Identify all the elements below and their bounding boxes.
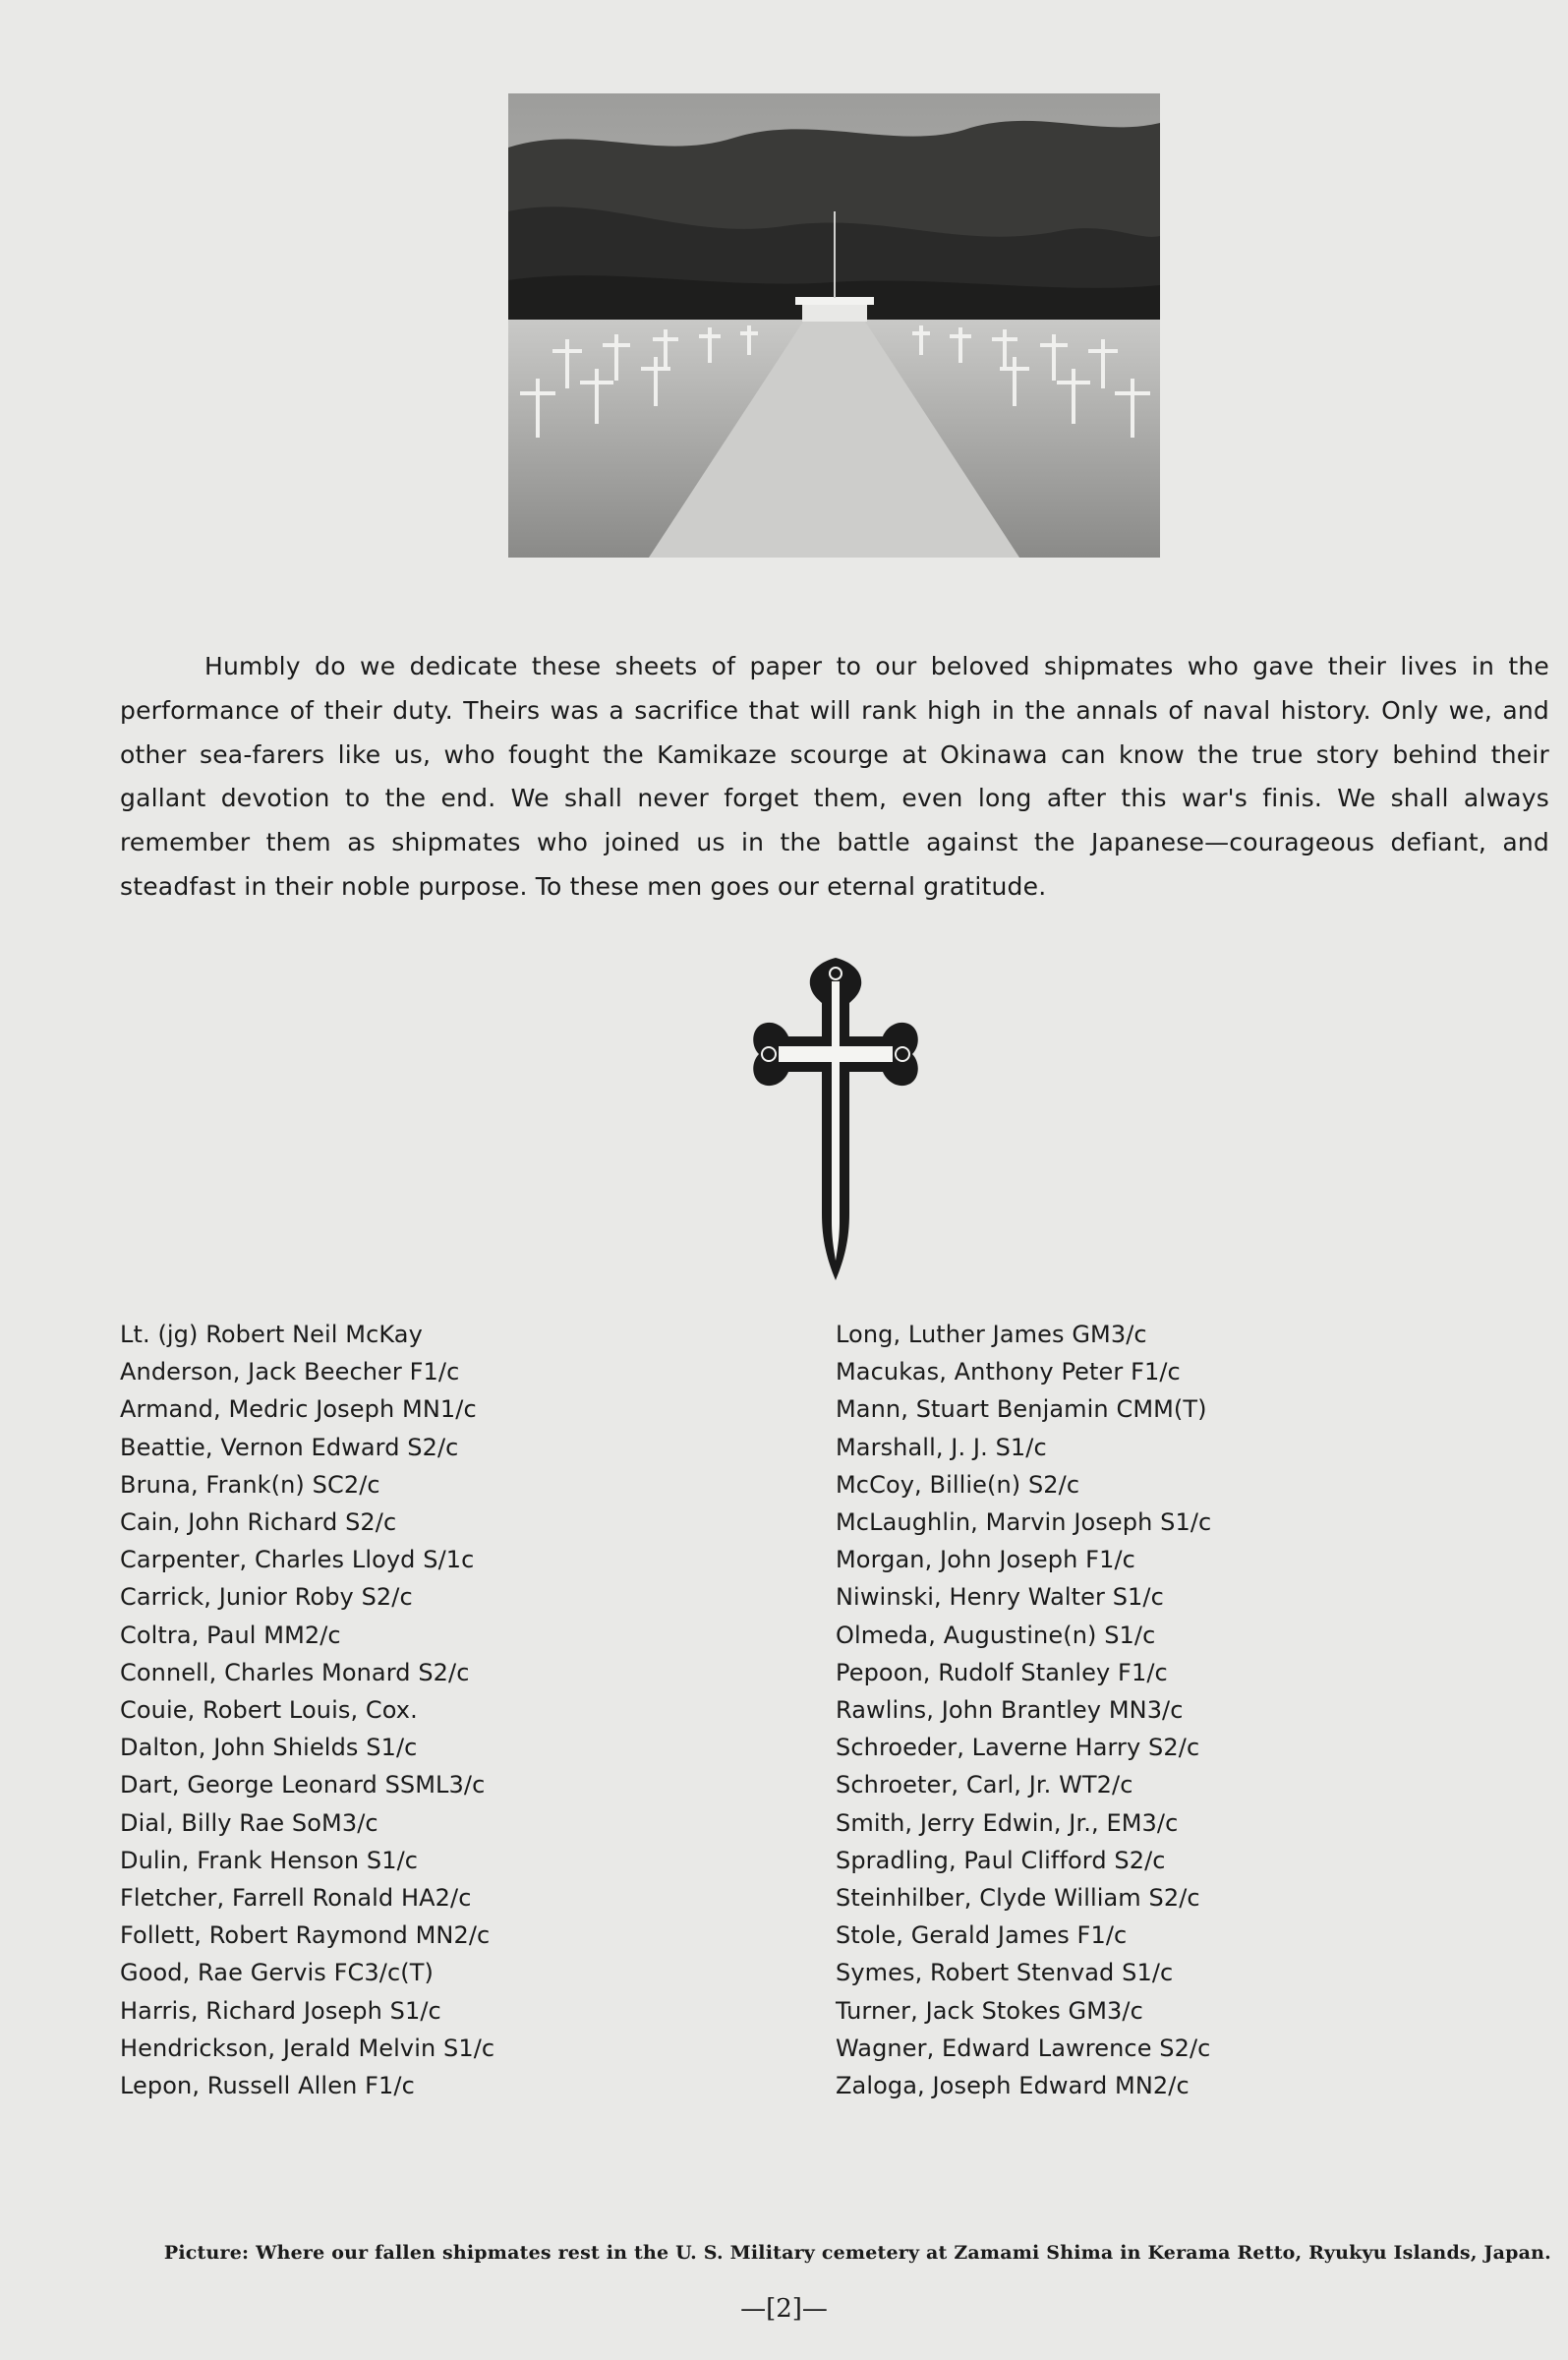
list-item: Rawlins, John Brantley MN3/c <box>836 1696 1184 1725</box>
list-item: Follett, Robert Raymond MN2/c <box>120 1921 491 1950</box>
list-item: Beattie, Vernon Edward S2/c <box>120 1433 459 1461</box>
list-item: Bruna, Frank(n) SC2/c <box>120 1470 380 1499</box>
list-item: Anderson, Jack Beecher F1/c <box>120 1358 460 1386</box>
cross-icon <box>749 956 922 1282</box>
dedication-paragraph: Humbly do we dedicate these sheets of paper to our beloved shipmates who gave their lives in the performance of their duty. Theirs was a sacrifice that will rank high in the annals of naval history. Only we, and other sea-farers like us, who fought the Kamikaze scourge at Okinawa can know the true story behind their gallant devotion to the end. We shall never forget them, even long after this war's finis. We shall always remember them as shipmates who joined us in the battle against the Japanese—courageous defiant, and steadfast in their noble purpose. To these men goes our eternal gratitude. <box>120 652 1549 901</box>
list-item: Hendrickson, Jerald Melvin S1/c <box>120 2034 495 2062</box>
list-item: Morgan, John Joseph F1/c <box>836 1546 1135 1574</box>
list-item: Zaloga, Joseph Edward MN2/c <box>836 2072 1190 2100</box>
list-item: Symes, Robert Stenvad S1/c <box>836 1959 1174 1987</box>
list-item: McLaughlin, Marvin Joseph S1/c <box>836 1508 1212 1537</box>
list-item: Dial, Billy Rae SoM3/c <box>120 1808 378 1837</box>
list-item: Long, Luther James GM3/c <box>836 1321 1147 1348</box>
list-item: Fletcher, Farrell Ronald HA2/c <box>120 1884 472 1913</box>
list-item: Turner, Jack Stokes GM3/c <box>836 1996 1143 2025</box>
names-column-right <box>836 1316 1211 2104</box>
list-item: Mann, Stuart Benjamin CMM(T) <box>836 1395 1207 1424</box>
list-item: Armand, Medric Joseph MN1/c <box>120 1395 477 1424</box>
list-item: Spradling, Paul Clifford S2/c <box>836 1846 1166 1874</box>
photo-caption: Picture: Where our fallen shipmates rest in the U. S. Military cemetery at Zamami Shima in Kerama Retto, Ryukyu Islands, Japan. <box>163 2242 1551 2264</box>
page-number: —[2]— <box>740 2294 828 2324</box>
cemetery-photo <box>508 93 1160 558</box>
list-item: Cain, John Richard S2/c <box>120 1508 397 1537</box>
names-column-left <box>120 1316 494 2104</box>
list-item: Smith, Jerry Edwin, Jr., EM3/c <box>836 1808 1179 1837</box>
list-item: Olmeda, Augustine(n) S1/c <box>836 1621 1156 1649</box>
list-item: McCoy, Billie(n) S2/c <box>836 1470 1080 1499</box>
list-item: Connell, Charles Monard S2/c <box>120 1658 470 1686</box>
list-item: Wagner, Edward Lawrence S2/c <box>836 2034 1211 2062</box>
list-item: Schroeter, Carl, Jr. WT2/c <box>836 1771 1133 1800</box>
list-item: Schroeder, Laverne Harry S2/c <box>836 1734 1200 1762</box>
list-item: Steinhilber, Clyde William S2/c <box>836 1884 1200 1913</box>
list-item: Pepoon, Rudolf Stanley F1/c <box>836 1658 1168 1686</box>
list-item: Carrick, Junior Roby S2/c <box>120 1583 413 1612</box>
list-item: Stole, Gerald James F1/c <box>836 1921 1128 1950</box>
list-item: Coltra, Paul MM2/c <box>120 1621 341 1649</box>
list-item: Dalton, John Shields S1/c <box>120 1734 418 1762</box>
list-item: Macukas, Anthony Peter F1/c <box>836 1358 1181 1386</box>
list-item: Good, Rae Gervis FC3/c(T) <box>120 1959 434 1987</box>
list-item: Dart, George Leonard SSML3/c <box>120 1771 486 1800</box>
list-item: Couie, Robert Louis, Cox. <box>120 1696 418 1725</box>
list-item: Lepon, Russell Allen F1/c <box>120 2072 415 2100</box>
list-item: Lt. (jg) Robert Neil McKay <box>120 1321 423 1348</box>
list-item: Carpenter, Charles Lloyd S/1c <box>120 1546 475 1574</box>
list-item: Marshall, J. J. S1/c <box>836 1433 1047 1461</box>
list-item: Dulin, Frank Henson S1/c <box>120 1846 419 1874</box>
list-item: Niwinski, Henry Walter S1/c <box>836 1583 1164 1612</box>
list-item: Harris, Richard Joseph S1/c <box>120 1996 441 2025</box>
